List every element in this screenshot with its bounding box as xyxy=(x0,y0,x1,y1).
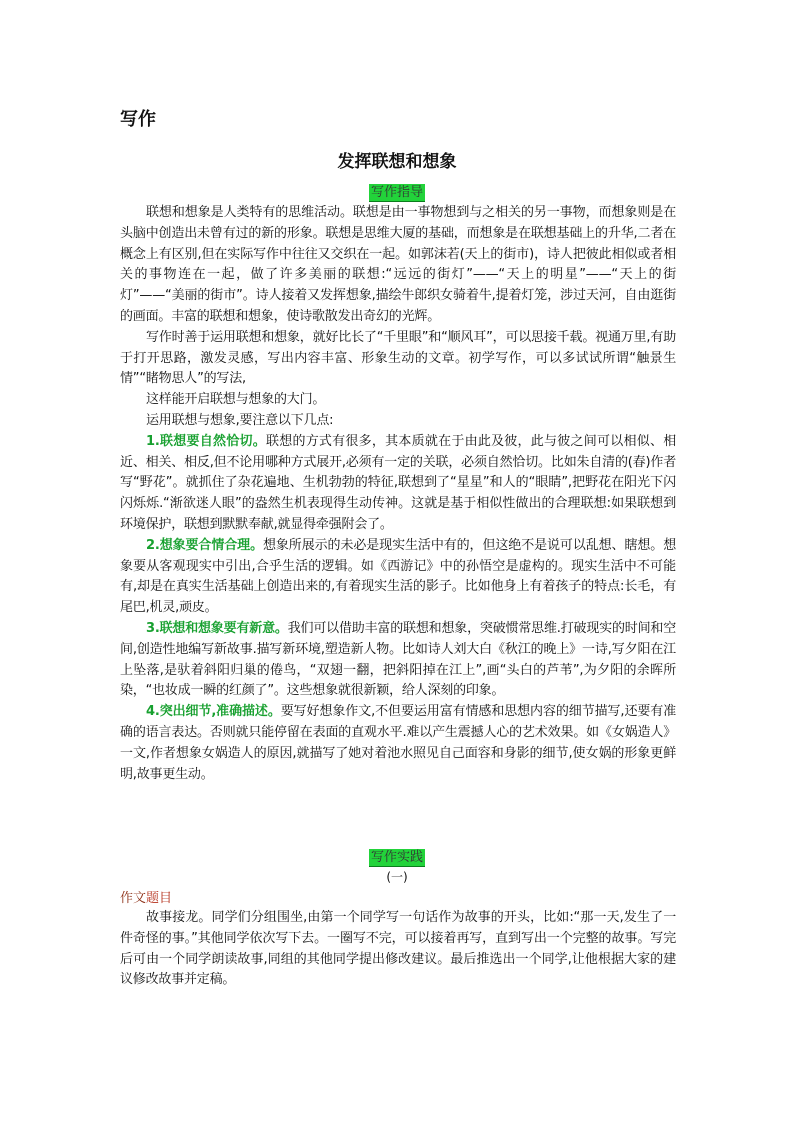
paragraph-2: 写作时善于运用联想和想象，就好比长了“千里眼”和“顺风耳”，可以思接千载。视通万里,有助于打开思路，激发灵感，写出内容丰富、形象生动的文章。初学写作，可以多试试所谓“触景生情”“睹物思人”的写法, xyxy=(120,329,676,387)
point-3-text: 我们可以借助丰富的联想和想象，突破惯常思维.打破现实的时间和空间,创造性地编写新故事.描写新环境,塑造新人物。比如诗人刘大白《秋江的晚上》一诗,写夕阳在江上坠落,是驮着斜阳归巢的倦鸟，“双翅一翻，把斜阳掉在江上”,画“头白的芦苇”,为夕阳的余晖所染，“也妆成一瞬的红颜了”。这些想象就很新颖，给人深刻的印象。 xyxy=(120,620,676,699)
task-body xyxy=(120,908,676,991)
guide-banner-label: 写作指导 xyxy=(370,185,423,200)
paragraph-4: 运用联想与想象,要注意以下几点: xyxy=(146,412,334,428)
paragraph-3: 这样能开启联想与想象的大门。 xyxy=(146,392,326,408)
point-1-text: 联想的方式有很多，其本质就在于由此及彼，此与彼之间可以相似、相近、相关、相反,但不论用哪种方式展开,必须有一定的关联，必须自然恰切。比如朱自清的(春)作者写“野花”。就抓住了杂花遍地、生机勃勃的特征,联想到了“星星”和人的“眼睛”,把野花在阳光下闪闪烁烁.“渐欲迷人眼”的盎然生机表现得生动传神。这就是基于相似性做出的合理联想:如果联想到环境保护，联想到默默奉献,就显得牵强附会了。 xyxy=(120,433,677,532)
task-label-suffix: 题目 xyxy=(146,891,173,906)
point-2-heading: 2.想象要合情合理。 xyxy=(146,537,263,553)
point-3-heading: 3.联想和想象要有新意。 xyxy=(146,620,288,636)
point-1-heading: 1.联想要自然恰切。 xyxy=(146,433,266,449)
point-4 xyxy=(120,702,676,785)
section-title: 写作 xyxy=(120,109,156,130)
point-4-text: 要写好想象作文,不但要运用富有情感和思想内容的细节描写,还要有准确的语言表达。否则就只能停留在表面的直观水平.难以产生震撼人心的艺术效果。如《女娲造人》一文,作者想象女娲造人的原因,就描写了她对着池水照见自己面容和身影的细节,使女娲的形象更鲜明,故事更生动。 xyxy=(120,704,676,782)
practice-banner-label: 写作实践 xyxy=(370,850,423,865)
task-label-prefix: 作文 xyxy=(120,891,147,906)
guide-body xyxy=(120,203,676,785)
point-1 xyxy=(120,432,676,536)
point-3 xyxy=(120,619,676,702)
point-2-text: 想象所展示的未必是现实生活中有的，但这绝不是说可以乱想、瞎想。想象要从客观现实中引出,合乎生活的逻辑。如《西游记》中的孙悟空是虚构的。现实生活中不可能有,却是在真实生活基础上创造出来的,有着现实生活的影子。比如他身上有着孩子的特点:长毛，有尾巴,机灵,顽皮。 xyxy=(120,537,676,616)
practice-banner xyxy=(0,846,794,865)
point-2 xyxy=(120,536,676,619)
practice-number: (一) xyxy=(386,870,408,884)
task-paragraph: 故事接龙。同学们分组围坐,由第一个同学写一句话作为故事的开头，比如:“那一天,发生了一件奇怪的事。”其他同学依次写下去。一圈写不完，可以接着再写，直到写出一个完整的故事。写完后可由一个同学朗读故事,同组的其他同学提出修改建议。最后推选出一个同学,让他根据大家的建议修改故事并定稿。 xyxy=(120,910,676,988)
paragraph-1: 联想和想象是人类特有的思维活动。联想是由一事物想到与之相关的另一事物，而想象则是在头脑中创造出未曾有过的新的形象。联想是思维大厦的基础，而想象是在联想基础上的升华,二者在概念上有区别,但在实际写作中往往又交织在一起。如郭沫若(天上的街市)，诗人把彼此相似或者相关的事物连在一起，做了许多美丽的联想:“远远的街灯”——“天上的明星”——“天上的街灯”——“美丽的街市”。诗人接着又发挥想象,描绘牛郎织女骑着牛,提着灯笼，涉过天河，自由逛街的画面。丰富的联想和想象，使诗歌散发出奇幻的光辉。 xyxy=(120,205,676,324)
task-label xyxy=(120,887,172,906)
guide-banner xyxy=(0,181,794,200)
point-4-heading: 4.突出细节,准确描述。 xyxy=(146,704,281,720)
main-title: 发挥联想和想象 xyxy=(337,152,457,172)
